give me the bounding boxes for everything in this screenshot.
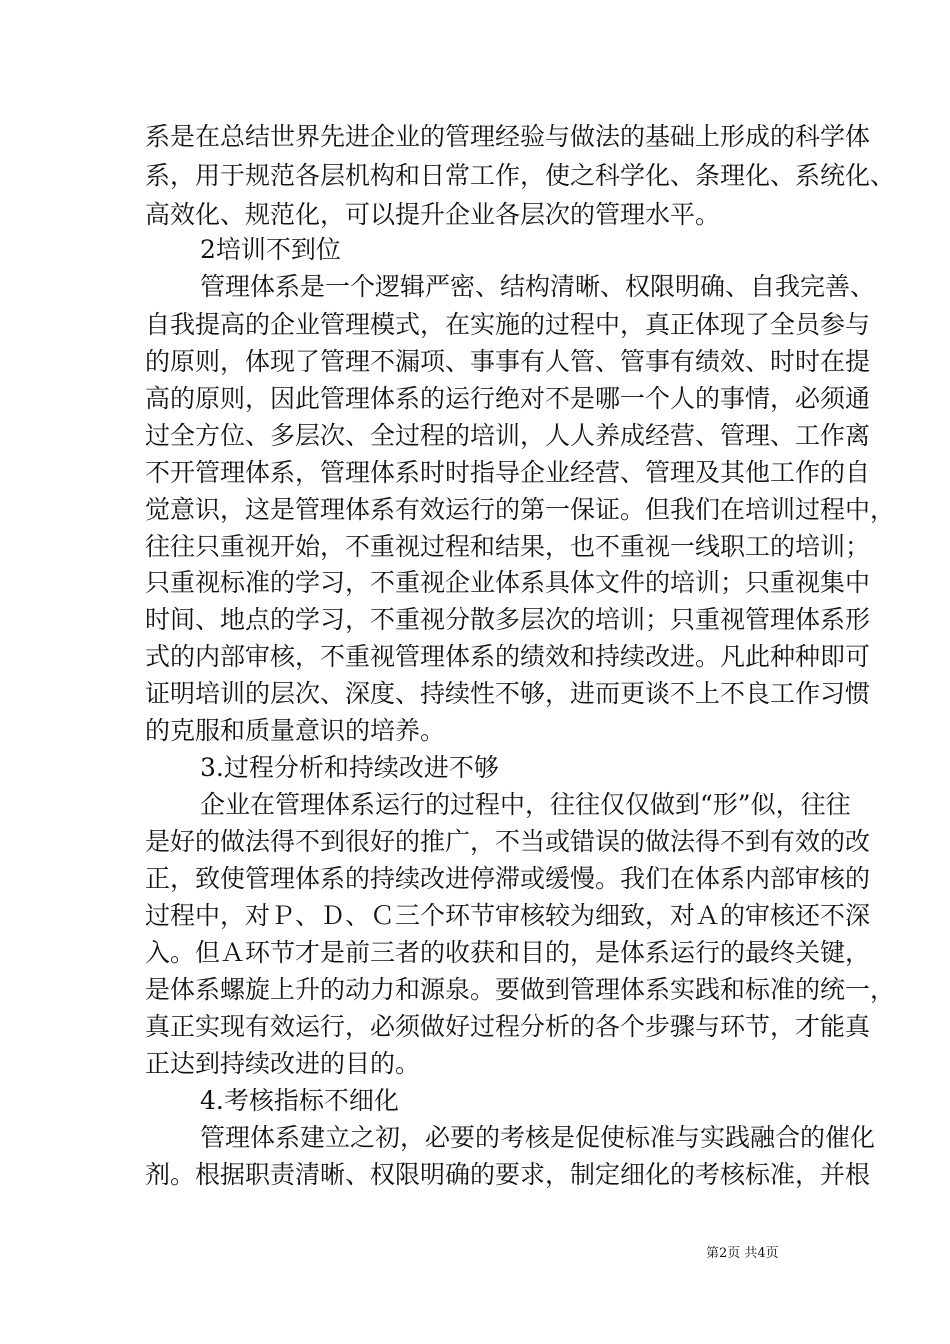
text-line: 过全方位、多层次、全过程的培训，人人养成经营、管理、工作离 [145, 421, 871, 450]
text-line: 证明培训的层次、深度、持续性不够，进而更谈不上不良工作习惯 [145, 679, 871, 708]
section-heading: 3.过程分析和持续改进不够 [200, 753, 499, 782]
text-line: 式的内部审核，不重视管理体系的绩效和持续改进。凡此种种即可 [145, 642, 871, 671]
text-line: 系，用于规范各层机构和日常工作，使之科学化、条理化、系统化、 [145, 161, 896, 190]
text-line: 高效化、规范化，可以提升企业各层次的管理水平。 [145, 200, 721, 229]
text-line: 不开管理体系，管理体系时时指导企业经营、管理及其他工作的自 [145, 458, 871, 487]
text-line: 真正实现有效运行，必须做好过程分析的各个步骤与环节，才能真 [145, 1012, 871, 1041]
text-line: 企业在管理体系运行的过程中，往往仅仅做到“形”似，往往 [200, 790, 851, 819]
text-line: 过程中，对Ｐ、Ｄ、Ｃ三个环节审核较为细致，对Ａ的审核还不深 [145, 901, 871, 930]
text-line: 管理体系是一个逻辑严密、结构清晰、权限明确、自我完善、 [200, 272, 876, 301]
text-line: 正，致使管理体系的持续改进停滞或缓慢。我们在体系内部审核的 [145, 864, 871, 893]
text-line: 管理体系建立之初，必要的考核是促使标准与实践融合的催化 [200, 1123, 876, 1152]
text-line: 觉意识，这是管理体系有效运行的第一保证。但我们在培训过程中， [145, 495, 896, 524]
text-line: 正达到持续改进的目的。 [145, 1049, 421, 1078]
text-line: 是体系螺旋上升的动力和源泉。要做到管理体系实践和标准的统一， [145, 975, 896, 1004]
text-line: 剂。根据职责清晰、权限明确的要求，制定细化的考核标准，并根 [145, 1160, 871, 1189]
text-line: 入。但Ａ环节才是前三者的收获和目的，是体系运行的最终关键， [145, 938, 871, 967]
section-heading: 4.考核指标不细化 [200, 1086, 399, 1115]
page-number: 第2页 共4页 [706, 1246, 779, 1261]
text-line: 自我提高的企业管理模式，在实施的过程中，真正体现了全员参与 [145, 310, 871, 339]
text-line: 高的原则，因此管理体系的运行绝对不是哪一个人的事情，必须通 [145, 384, 871, 413]
text-line: 的原则，体现了管理不漏项、事事有人管、管事有绩效、时时在提 [145, 347, 871, 376]
text-line: 是好的做法得不到很好的推广，不当或错误的做法得不到有效的改 [145, 827, 871, 856]
text-line: 的克服和质量意识的培养。 [145, 716, 446, 745]
text-line: 系是在总结世界先进企业的管理经验与做法的基础上形成的科学体 [145, 122, 871, 151]
text-line: 时间、地点的学习，不重视分散多层次的培训；只重视管理体系形 [145, 605, 871, 634]
text-line: 只重视标准的学习，不重视企业体系具体文件的培训；只重视集中 [145, 568, 871, 597]
text-line: 往往只重视开始，不重视过程和结果，也不重视一线职工的培训； [145, 532, 871, 561]
section-heading: 2培训不到位 [200, 235, 341, 264]
